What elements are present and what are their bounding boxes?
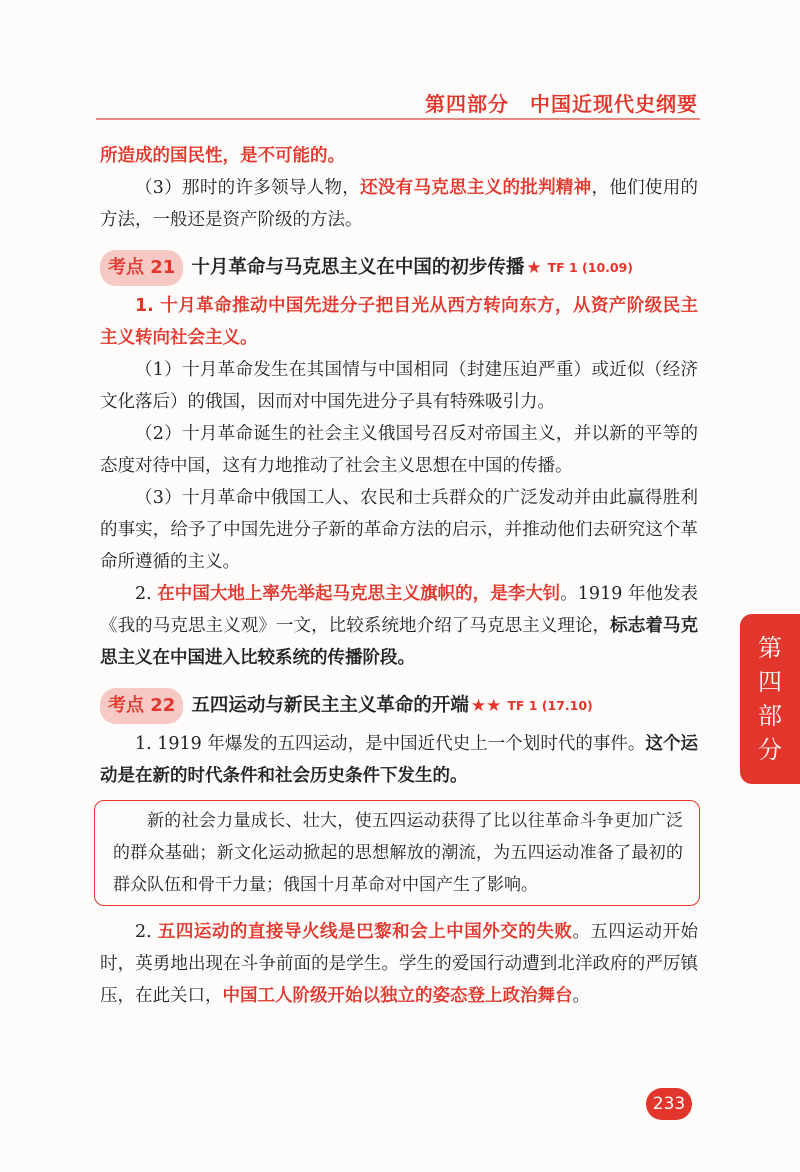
kp22-note-box (94, 800, 700, 906)
kp21-point-2-num: 2. (135, 584, 158, 604)
kp21-point-2-bold: 标志着马克思主义在中国进入比较系统的传播阶段。 (100, 616, 699, 668)
kp22-title: 五四运动与新民主主义革命的开端 (191, 695, 469, 716)
kp22-tf: TF 1 (17.10) (507, 698, 593, 713)
kp21-label: 考点 21 (100, 250, 183, 286)
kp21-point-1-sub-1: （1）十月革命发生在其国情与中国相同（封建压迫严重）或近似（经济文化落后）的俄国，因而对中国先进分子具有特殊吸引力。 (100, 360, 698, 412)
page-number: 233 (646, 1088, 692, 1120)
side-tab-char: 四 (758, 668, 782, 696)
header-divider (96, 118, 700, 120)
kp22-point-2-mid: 。五四运动开始时，英勇地出现在斗争前面的是学生。学生的爱国行动遭到北洋政府的严厉镇压，在此关口， (100, 922, 699, 1006)
kp21-point-2-mid: 。1919 年他发表《我的马克思主义观》一文，比较系统地介绍了马克思主义理论， (100, 584, 698, 636)
kp22-point-1-bold: 这个运动是在新的时代条件和社会历史条件下发生的。 (100, 734, 698, 786)
side-tab-char: 分 (758, 736, 782, 764)
prev-item-3-pre: （3）那时的许多领导人物， (135, 178, 361, 198)
kp21-tf: TF 1 (10.09) (547, 260, 634, 275)
kp21-point-1 (100, 290, 698, 354)
kp22-star-icon: ★★ (470, 696, 502, 716)
continuation-line (100, 140, 698, 172)
kp22-note-text: 新的社会力量成长、壮大，使五四运动获得了比以往革命斗争更加广泛的群众基础；新文化运动掀起的思想解放的潮流，为五四运动准备了最初的群众队伍和骨干力量；俄国十月革命对中国产生了影响。 (113, 811, 683, 895)
kp21-heading (100, 250, 698, 286)
kp22-point-2-highlight: 五四运动的直接导火线是巴黎和会上中国外交的失败 (157, 922, 573, 942)
page-content (100, 140, 698, 1012)
side-tab-char: 部 (758, 702, 782, 730)
kp22-point-2-end: 。 (572, 986, 590, 1006)
kp22-point-2 (100, 916, 698, 1012)
kp22-label: 考点 22 (100, 688, 183, 724)
prev-item-3-post: ，他们使用的方法，一般还是资产阶级的方法。 (100, 178, 699, 230)
kp21-title: 十月革命与马克思主义在中国的初步传播 (191, 257, 525, 278)
kp22-point-1 (100, 728, 698, 792)
kp21-point-2 (100, 578, 698, 674)
kp21-point-1-num: 1. (135, 296, 161, 316)
side-tab-char: 第 (758, 634, 782, 662)
prev-item-3-highlight: 还没有马克思主义的批判精神 (360, 178, 592, 198)
kp21-point-1-sub-3: （3）十月革命中俄国工人、农民和士兵群众的广泛发动并由此赢得胜利的事实，给予了中国先进分子新的革命方法的启示，并推动他们去研究这个革命所遵循的主义。 (100, 488, 698, 572)
kp21-point-1-sub-2: （2）十月革命诞生的社会主义俄国号召反对帝国主义，并以新的平等的态度对待中国，这有力地推动了社会主义思想在中国的传播。 (100, 424, 698, 476)
kp22-point-2-num: 2. (135, 922, 158, 942)
kp22-point-2-highlight-2: 中国工人阶级开始以独立的姿态登上政治舞台 (222, 986, 573, 1006)
prev-item-3 (100, 172, 698, 236)
kp21-point-1-highlight: 十月革命推动中国先进分子把目光从西方转向东方，从资产阶级民主主义转向社会主义。 (100, 296, 698, 348)
kp21-point-2-highlight: 在中国大地上率先举起马克思主义旗帜的，是李大钊 (157, 584, 561, 604)
kp21-star-icon: ★ (526, 258, 542, 278)
section-side-tab (740, 614, 800, 784)
running-header-title: 第四部分 中国近现代史纲要 (425, 92, 698, 116)
kp22-point-1-text: 1. 1919 年爆发的五四运动，是中国近代史上一个划时代的事件。 (135, 734, 646, 754)
continuation-text: 所造成的国民性，是不可能的。 (100, 146, 345, 166)
kp22-heading (100, 688, 698, 724)
